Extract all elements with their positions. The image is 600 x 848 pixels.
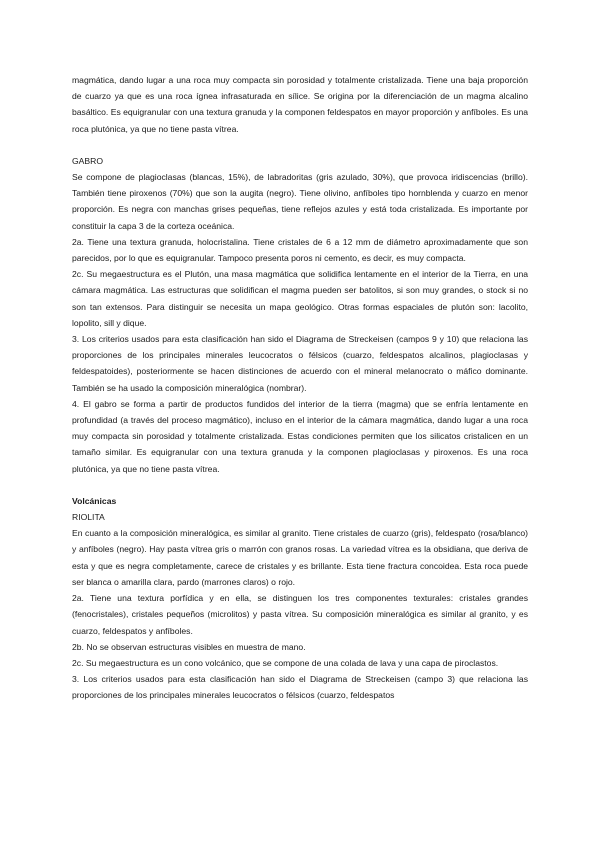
riolita-paragraph-2b: 2b. No se observan estructuras visibles en muestra de mano. xyxy=(72,641,306,652)
gabro-paragraph-2c: 2c. Su megaestructura es el Plutón, una masa magmática que solidifica lentamente en el interior de la Tierra, en una cámara magmática. Las estructuras que solidifican el magma pueden ser batolitos, si son muy grandes, o stock si no son tan extensos. Para distinguir se necesita un mapa geológico. Otras formas espaciales de plutón son: lacolito, lopolito, sill y dique. xyxy=(72,269,528,328)
volcanicas-section xyxy=(72,493,528,704)
gabro-paragraph-2a: 2a. Tiene una textura granuda, holocristalina. Tiene cristales de 6 a 12 mm de diámetro aproximadamente que son parecidos, por lo que es equigranular. Tampoco presenta poros ni cemento, es decir, es muy compacta. xyxy=(72,236,528,264)
gabro-paragraph-4: 4. El gabro se forma a partir de productos fundidos del interior de la tierra (magma) que se enfría lentamente en profundidad (a través del proceso magmático), incluso en el interior de la cámara magmática, dando lugar a una roca muy compacta sin porosidad y totalmente cristalizada. Estas condiciones permiten que los silicatos cristalicen en un tamaño similar. Es equigranular con una textura granuda y la componen plagioclasas y piroxenos. Es una roca plutónica, ya que no tiene pasta vítrea. xyxy=(72,398,528,474)
section-gap xyxy=(72,137,528,153)
riolita-paragraph-2a: 2a. Tiene una textura porfídica y en ella, se distinguen los tres componentes texturales: cristales grandes (fenocristales), cristales pequeños (microlitos) y pasta vítrea. Su composición mineralógica es similar al granito, y es cuarzo, feldespatos y anfíboles. xyxy=(72,593,528,636)
riolita-title: RIOLITA xyxy=(72,512,105,523)
gabro-title: GABRO xyxy=(72,155,104,166)
document-page xyxy=(72,72,528,704)
section-gap xyxy=(72,477,528,493)
riolita-paragraph-composition: En cuanto a la composición mineralógica, es similar al granito. Tiene cristales de cuarzo (gris), feldespato (rosa/blanco) y anfíboles (negro). Hay pasta vítrea gris o marrón con granos rosas. La variedad vítrea es la obsidiana, que deriva de esta y que es negra completamente, carece de cristales y es brillante. Esta tiene fractura concoidea. Esta roca puede ser blanca o amarilla clara, pardo (marrones claros) o rojo. xyxy=(72,528,528,587)
volcanicas-title: Volcánicas xyxy=(72,495,117,506)
riolita-paragraph-2c: 2c. Su megaestructura es un cono volcánico, que se compone de una colada de lava y una capa de piroclastos. xyxy=(72,657,499,668)
gabro-paragraph-3: 3. Los criterios usados para esta clasificación han sido el Diagrama de Streckeisen (campos 9 y 10) que relaciona las proporciones de los principales minerales leucocratos o félsicos (cuarzo, feldespatos alcalinos, plagioclasas y feldespatoides), posteriormente se hacen distinciones de acuerdo con el mineral melanocrato o máfico dominante. También se ha usado la composición mineralógica (nombrar). xyxy=(72,334,528,393)
riolita-paragraph-3: 3. Los criterios usados para esta clasificación han sido el Diagrama de Streckeisen (campo 3) que relaciona las proporciones de los principales minerales leucocratos o félsicos (cuarzo, feldespatos xyxy=(72,674,528,701)
gabro-paragraph-composition: Se compone de plagioclasas (blancas, 15%), de labradoritas (gris azulado, 30%), que provoca iridiscencias (brillo). También tiene piroxenos (70%) que son la augita (negro). Tiene olivino, anfíboles tipo hornblenda y cuarzo en menor proporción. Es negra con manchas grises pequeñas, tiene reflejos azules y está toda cristalizada. Es importante por constituir la capa 3 de la corteza oceánica. xyxy=(72,172,528,231)
intro-paragraph: magmática, dando lugar a una roca muy compacta sin porosidad y totalmente cristalizada. Tiene una baja proporción de cuarzo ya que es una roca ígnea infrasaturada en sílice. Se origina por la diferenciación de un magma alcalino basáltico. Es equigranular con una textura granuda y la componen feldespatos en mayor proporción y anfíboles. Es una roca plutónica, ya que no tiene pasta vítrea. xyxy=(72,75,528,134)
gabro-section xyxy=(72,153,528,477)
